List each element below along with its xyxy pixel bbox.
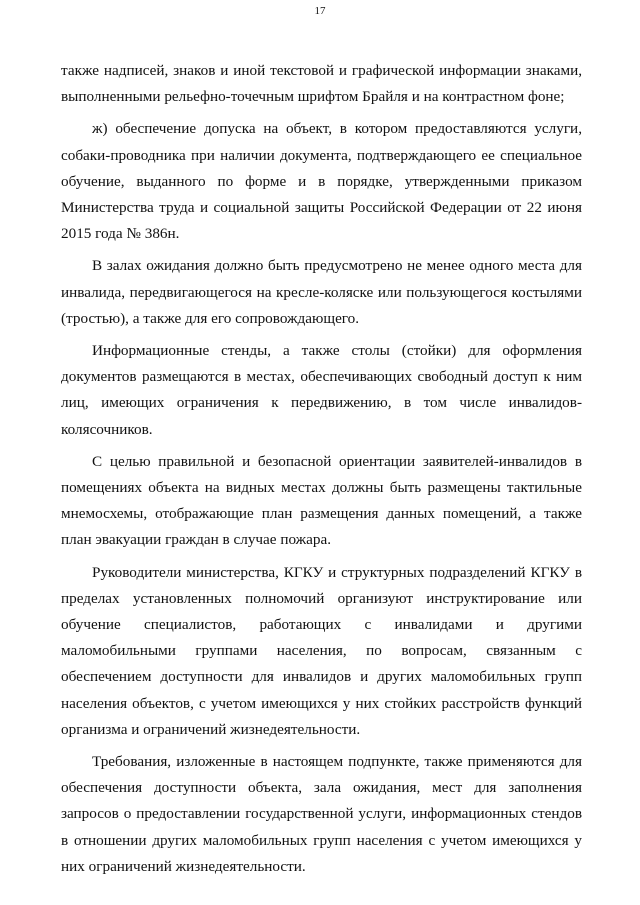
paragraph-continuation: также надписей, знаков и иной текстовой и графической информации знаками, выполненными рельефно-точечным шрифтом Брайля и на контрастном фоне;	[61, 62, 582, 106]
paragraph-waiting-halls: В залах ожидания должно быть предусмотрено не менее одного места для инвалида, передвигающегося на кресле-коляске или пользующегося костылями (тростью), а также для его сопровождающего.	[61, 257, 582, 327]
paragraph-requirements: Требования, изложенные в настоящем подпункте, также применяются для обеспечения доступности объекта, зала ожидания, мест для заполнения запросов о предоставлении государственной услуги, информационных стендов в отношении других маломобильных групп населения с учетом имеющихся у них ограничений жизнедеятельности.	[61, 753, 582, 875]
paragraph-item-zh: ж) обеспечение допуска на объект, в котором предоставляются услуги, собаки-проводника при наличии документа, подтверждающего ее специальное обучение, выданного по форме и в порядке, утвержденными приказом Министерства труда и социальной защиты Российской Федерации от 22 июня 2015 года № 386н.	[61, 120, 582, 243]
paragraph-information-stands: Информационные стенды, а также столы (стойки) для оформления документов размещаются в местах, обеспечивающих свободный доступ к ним лиц, имеющих ограничения к передвижению, в том числе инвалидов-колясочников.	[61, 342, 582, 438]
paragraph-staff-training: Руководители министерства, КГКУ и структурных подразделений КГКУ в пределах установленных полномочий организуют инструктирование или обучение специалистов, работающих с инвалидами и другими маломобильными группами населения, по вопросам, связанным с обеспечением доступности для инвалидов и других маломобильных групп населения объектов, с учетом имеющихся у них стойких расстройств функций организма и ограничений жизнедеятельности.	[61, 563, 582, 738]
document-body	[61, 58, 582, 880]
paragraph-orientation: С целью правильной и безопасной ориентации заявителей-инвалидов в помещениях объекта на видных местах должны быть размещены тактильные мнемосхемы, отображающие план размещения данных помещений, а также план эвакуации граждан в случае пожара.	[61, 452, 582, 549]
page-number: 17	[314, 5, 326, 17]
